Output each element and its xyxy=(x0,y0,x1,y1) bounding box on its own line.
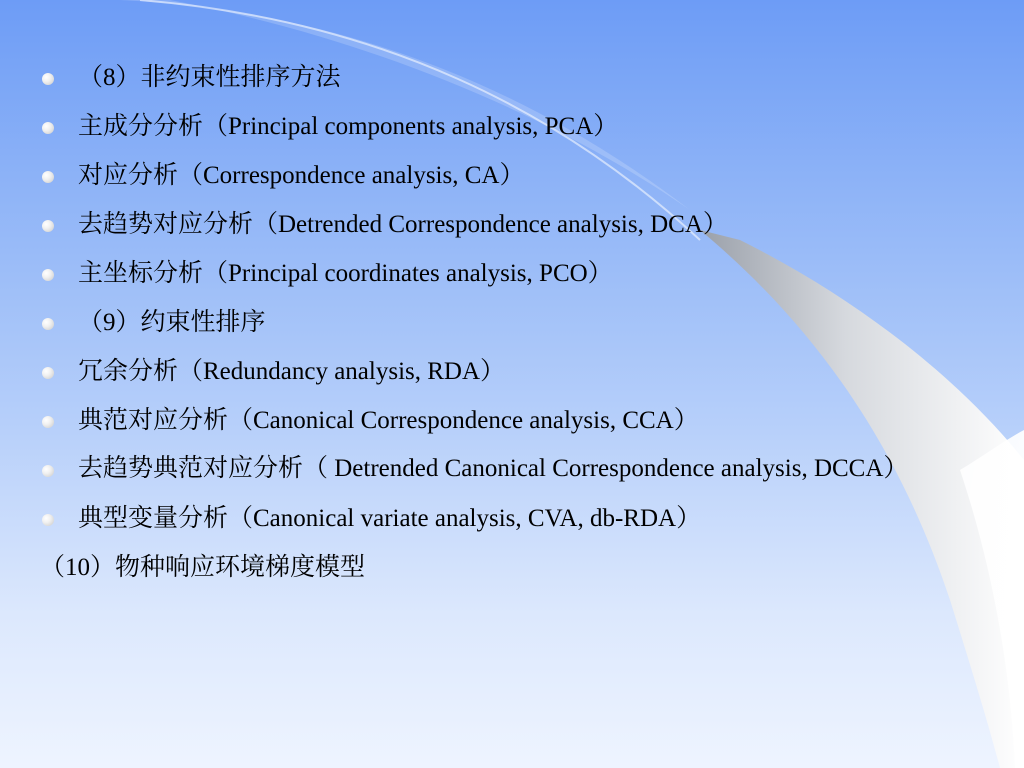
bullet-icon xyxy=(40,205,78,245)
bullet-list xyxy=(40,58,980,588)
list-item-text: 主坐标分析（Principal coordinates analysis, PCO） xyxy=(78,260,613,287)
footer-line: （10）物种响应环境梯度模型 xyxy=(40,554,366,581)
list-item-text: 典型变量分析（Canonical variate analysis, CVA, db-RDA） xyxy=(78,505,702,532)
list-item-text: 去趋势典范对应分析（ Detrended Canonical Correspondence analysis, DCCA） xyxy=(78,455,909,482)
bullet-icon xyxy=(40,254,78,294)
list-item xyxy=(40,156,980,196)
list-item xyxy=(40,58,980,98)
list-item xyxy=(40,254,980,294)
bullet-icon xyxy=(40,107,78,147)
list-item-text: （8）非约束性排序方法 xyxy=(78,64,341,91)
bullet-icon xyxy=(40,156,78,196)
list-item xyxy=(40,401,980,441)
list-item xyxy=(40,205,980,245)
list-item-text: 去趋势对应分析（Detrended Correspondence analysis, DCA） xyxy=(78,211,728,238)
list-item xyxy=(40,303,980,343)
list-item-text: 冗余分析（Redundancy analysis, RDA） xyxy=(78,358,506,385)
list-item xyxy=(40,499,980,539)
bullet-icon xyxy=(40,450,78,490)
list-item xyxy=(40,107,980,147)
bullet-icon xyxy=(40,401,78,441)
list-item-text: 主成分分析（Principal components analysis, PCA） xyxy=(78,113,619,140)
list-item-text: 对应分析（Correspondence analysis, CA） xyxy=(78,162,525,189)
bullet-icon xyxy=(40,58,78,98)
list-item-text: 典范对应分析（Canonical Correspondence analysis, CCA） xyxy=(78,407,699,434)
bullet-icon xyxy=(40,499,78,539)
bullet-icon xyxy=(40,352,78,392)
list-item xyxy=(40,352,980,392)
list-item-text: （9）约束性排序 xyxy=(78,309,266,336)
list-item xyxy=(40,450,980,490)
bullet-icon xyxy=(40,303,78,343)
